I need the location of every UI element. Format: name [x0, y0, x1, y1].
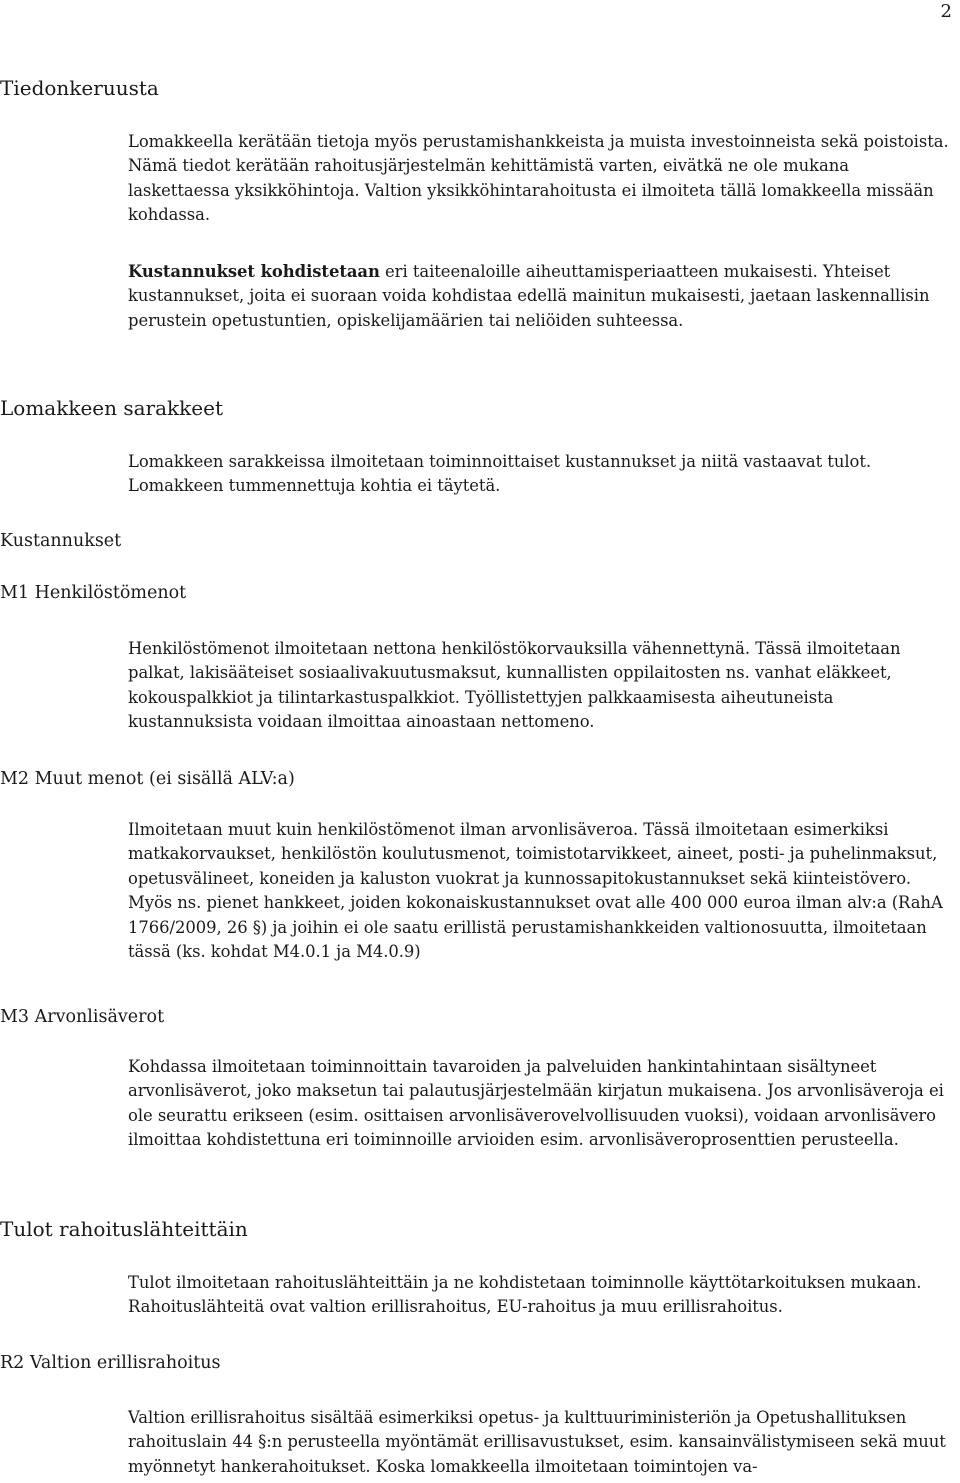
section-heading-tiedonkeruusta: Tiedonkeruusta	[0, 76, 159, 100]
paragraph-r2: Valtion erillisrahoitus sisältää esimerkiksi opetus- ja kulttuuriministeriön ja Opetushallituksen rahoituslain 44 §:n perusteella myöntämät erillisavustukset, esim. kansainvälistymiseen sekä muut myönnetyt hankerahoitukset. Koska lomakkeella ilmoitetaan toimintojen va-	[128, 1408, 946, 1476]
paragraph-m2: Ilmoitetaan muut kuin henkilöstömenot ilman arvonlisäveroa. Tässä ilmoitetaan esimerkiksi matkakorvaukset, henkilöstön koulutusmenot, toimistotarvikkeet, aineet, posti- ja puhelinmaksut, opetusvälineet, koneiden ja kaluston vuokrat ja kunnossapitokustannukset sekä kiinteistövero. Myös ns. pienet hankkeet, joiden kokonaiskustannukset ovat alle 400 000 euroa ilman alv:a (RahA 1766/2009, 26 §) ja joihin ei ole saatu erillistä perustamishankkeiden valtionosuutta, ilmoitetaan tässä (ks. kohdat M4.0.1 ja M4.0.9)	[128, 820, 943, 962]
paragraph-m1: Henkilöstömenot ilmoitetaan nettona henkilöstökorvauksilla vähennettynä. Tässä ilmoitetaan palkat, lakisääteiset sosiaalivakuutusmaksut, kunnallisten oppilaitosten ns. vanhat eläkkeet, kokouspalkkiot ja tilintarkastuspalkkiot. Työllistettyjen palkkaamisesta aiheutuneista kustannuksista voidaan ilmoittaa ainoastaan nettomeno.	[128, 639, 901, 732]
section-heading-r2: R2 Valtion erillisrahoitus	[0, 1353, 221, 1373]
paragraph-rest-text: eri taiteenaloille aiheuttamisperiaatteen mukaisesti. Yhteiset kustannukset, joita ei suoraan voida kohdistaa edellä mainitun mukaisesti, jaetaan laskennallisin perustein opetustuntien, opiskelijamäärien tai neliöiden suhteessa.	[128, 262, 930, 330]
section-heading-m2: M2 Muut menot (ei sisällä ALV:a)	[0, 769, 295, 789]
page-number: 2	[940, 1, 952, 22]
section-heading-kustannukset: Kustannukset	[0, 531, 122, 551]
paragraph-lomakkeen-sarakkeet: Lomakkeen sarakkeissa ilmoitetaan toiminnoittaiset kustannukset ja niitä vastaavat tulot. Lomakkeen tummennettuja kohtia ei täytetä.	[128, 452, 872, 496]
section-heading-m1: M1 Henkilöstömenot	[0, 583, 187, 603]
section-heading-tulot: Tulot rahoituslähteittäin	[0, 1217, 248, 1241]
bold-lead-text: Kustannukset kohdistetaan	[128, 262, 380, 281]
section-heading-lomakkeen-sarakkeet: Lomakkeen sarakkeet	[0, 396, 223, 420]
section-heading-m3: M3 Arvonlisäverot	[0, 1007, 165, 1027]
paragraph-m3: Kohdassa ilmoitetaan toiminnoittain tavaroiden ja palveluiden hankintahintaan sisältyneet arvonlisäverot, joko maksetun tai palautusjärjestelmään kirjatun mukaisena. Jos arvonlisäveroja ei ole seurattu erikseen (esim. osittaisen arvonlisäverovelvollisuuden vuoksi), voidaan arvonlisävero ilmoittaa kohdistettuna eri toiminnoille arvioiden esim. arvonlisäveroprosenttien perusteella.	[128, 1057, 944, 1150]
paragraph-tiedonkeruusta-2	[128, 260, 954, 333]
paragraph-tiedonkeruusta-1: Lomakkeella kerätään tietoja myös perustamishankkeista ja muista investoinneista sekä poistoista. Nämä tiedot kerätään rahoitusjärjestelmän kehittämistä varten, eivätkä ne ole mukana laskettaessa yksikköhintoja. Valtion yksikköhintarahoitusta ei ilmoiteta tällä lomakkeella missään kohdassa.	[128, 132, 949, 225]
paragraph-tulot: Tulot ilmoitetaan rahoituslähteittäin ja ne kohdistetaan toiminnolle käyttötarkoituksen mukaan. Rahoituslähteitä ovat valtion erillisrahoitus, EU-rahoitus ja muu erillisrahoitus.	[128, 1273, 922, 1317]
